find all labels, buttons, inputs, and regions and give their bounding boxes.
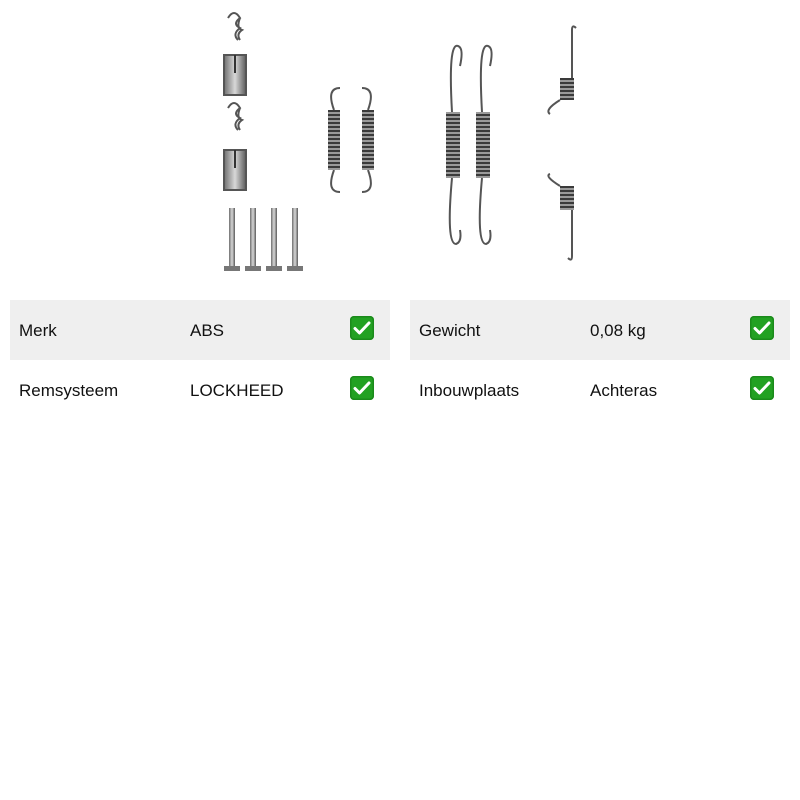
spec-row-brand (10, 300, 390, 360)
spec-value: ABS (190, 321, 225, 340)
hold-down-pin-icon (224, 208, 303, 271)
spec-label: Merk (19, 321, 57, 340)
spec-value: LOCKHEED (190, 381, 284, 400)
specifications (10, 300, 790, 420)
spec-value: Achteras (590, 381, 658, 400)
spec-table-right (410, 300, 790, 420)
spec-table-left (10, 300, 390, 420)
retaining-clip-icon (224, 13, 246, 190)
short-spring-icon (328, 88, 374, 192)
spec-label: Gewicht (419, 321, 481, 340)
spec-row-fitting-position (410, 360, 790, 420)
long-spring-icon (446, 46, 492, 244)
brake-kit-illustration-icon (200, 0, 600, 290)
spec-label: Inbouwplaats (419, 381, 520, 400)
green-checkmark-icon (350, 376, 374, 400)
green-checkmark-icon (750, 376, 774, 400)
spec-label: Remsysteem (19, 381, 119, 400)
product-image (200, 0, 600, 290)
spec-value: 0,08 kg (590, 321, 646, 340)
spec-row-brake-system (10, 360, 390, 420)
spec-row-weight (410, 300, 790, 360)
green-checkmark-icon (350, 316, 374, 340)
green-checkmark-icon (750, 316, 774, 340)
hook-spring-icon (548, 26, 576, 259)
